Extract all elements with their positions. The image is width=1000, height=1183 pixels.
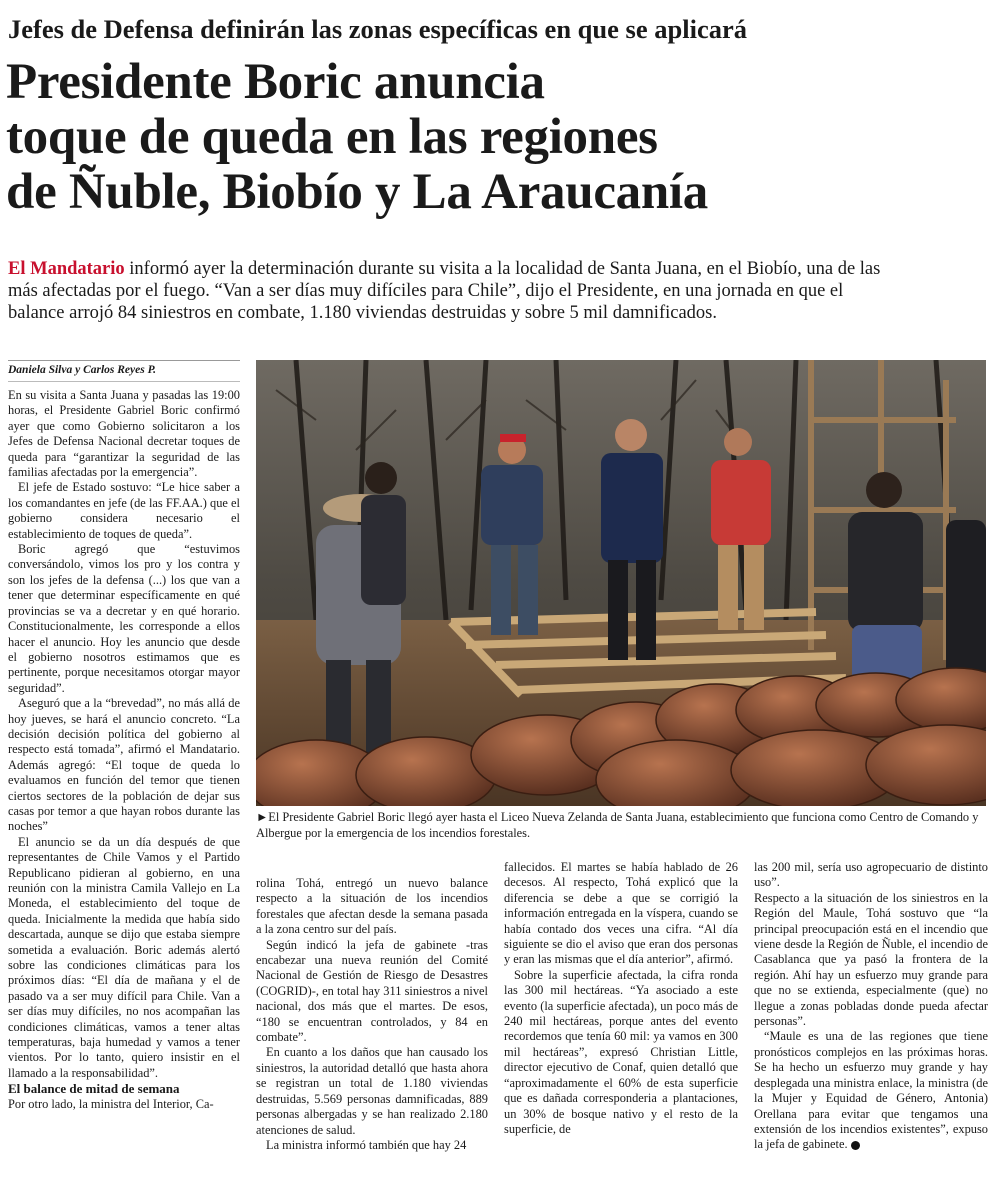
headline-line-2: toque de queda en las regiones: [6, 109, 658, 165]
lede-text: informó ayer la determinación durante su visita a la localidad de Santa Juana, en el Biobío, una de las más afectadas por el fuego. “Van a ser días muy difíciles para Chile”, dijo el Presidente, en una jornada en que el balance arrojó 84 siniestros en combate, 1.180 viviendas destruidas y sobre 5 mil damnificados.: [8, 259, 881, 323]
headline-line-3: de Ñuble, Biobío y La Araucanía: [6, 164, 708, 220]
col1-paragraph: En su visita a Santa Juana y pasadas las 19:00 horas, el Presidente Gabriel Boric confirmó ayer que como Gobierno solicitaron a los Jefes de Defensa Nacional decretar toques de queda para “garantizar la seguridad de las familias afectadas por la emergencia”.: [8, 388, 240, 480]
col1-paragraph: Boric agregó que “estuvimos conversándolo, vimos los pro y los contra y son los jefes de la defensa (...) los que van a tener que determinar específicamente en qué provincias se va a decretar y en qué horario. Constitucionalmente, les corresponde a ellos hacer el anuncio. Hoy les anuncio que desde el gobierno nosotros estimamos que es pertinente, porque necesitamos otorgar mayor seguridad”.: [8, 542, 240, 695]
column-1: [8, 388, 240, 1112]
col1-paragraph: Aseguró que a la “brevedad”, no más allá de hoy jueves, se hará el anuncio concreto. “La decisión decisión política del gobierno al respecto está tomada”, afirmó el Mandatario. Además agregó: “El toque de queda lo evaluamos en función del temor que tienen ciertos sectores de la población de dejar sus casas por temor a que hayan robos durante las noches”: [8, 696, 240, 834]
column-2: [256, 876, 488, 1153]
col2-paragraph: En cuanto a los daños que han causado los siniestros, la autoridad detalló que hasta ahora se registran un total de 1.180 viviendas destruidas, 5.569 personas damnificadas, 889 personas albergadas y se han realizado 2.180 atenciones de salud.: [256, 1045, 488, 1137]
section-subhead: El balance de mitad de semana: [8, 1081, 180, 1097]
col4-paragraph: [754, 1029, 988, 1152]
col2-paragraph: Según indicó la jefa de gabinete -tras encabezar una nueva reunión del Comité Nacional de Gestión de Riesgo de Desastres (COGRID)-, en total hay 311 siniestros a nivel nacional, dos más que el martes. De esos, “180 se encuentran controlados, y 84 en combate”.: [256, 937, 488, 1045]
byline-rule-bottom: [8, 381, 240, 382]
article-photo: [256, 360, 986, 806]
col3-paragraph: fallecidos. El martes se había hablado de 26 decesos. Al respecto, Tohá explicó que la diferencia se debe a que se corrigió la información entregada en la víspera, cuando se había contado dos veces una cifra. “Al día siguiente se dio el aviso que eran dos personas y eran las mismas que el día anterior”, afirmó.: [504, 860, 738, 967]
byline-rule: [8, 360, 240, 361]
column-3: [504, 860, 738, 1137]
lede-lead-in: El Mandatario: [8, 259, 125, 279]
kicker: Jefes de Defensa definirán las zonas específicas en que se aplicará: [8, 14, 747, 44]
headline: [6, 55, 996, 220]
col4-paragraph: las 200 mil, sería uso agropecuario de distinto uso”.: [754, 860, 988, 890]
byline: Daniela Silva y Carlos Reyes P.: [8, 364, 157, 376]
headline-line-1: Presidente Boric anuncia: [6, 54, 545, 110]
col1-paragraph: El anuncio se da un día después de que representantes de Chile Vamos y el Partido Republicano pidieran al gobierno, en una reunión con la ministra Camila Vallejo en La Moneda, el establecimiento del toque de queda. Inicialmente la medida que había sido descartada, aunque se dijo que estaba siempre sometida a evaluación. Boric además alertó sobre las condiciones climáticas para los próximos días: “El día de mañana y el de pasado va a ser muy difícil para Chile. Van a ser días muy difíciles, no nos acompañan las condiciones climáticas, vamos a tener altas temperaturas, baja humedad y vamos a tener vientos. Por lo tanto, quiero insistir en el llamado a la responsabilidad”.: [8, 834, 240, 1080]
lede: [8, 258, 888, 324]
col4-paragraph: Respecto a la situación de los siniestros en la Región del Maule, Tohá sostuvo que “la principal preocupación está en el incendio que viene desde la Región de Ñuble, el incendio de Casablanca que ya pasó la frontera de la región. Ahí hay un esfuerzo muy grande para que no se extienda, especialmente (que) no llegue a zonas pobladas donde pueda afectar personas”.: [754, 890, 988, 1029]
photo-caption: ►El Presidente Gabriel Boric llegó ayer hasta el Liceo Nueva Zelanda de Santa Juana, establecimiento que funciona como Centro de Comando y Albergue por la emergencia de los incendios forestales.: [256, 810, 979, 840]
end-of-article-icon: [851, 1141, 860, 1150]
col2-paragraph: rolina Tohá, entregó un nuevo balance respecto a la situación de los incendios forestales que afectan desde la semana pasada a la zona centro sur del país.: [256, 876, 488, 937]
col1-tail: Por otro lado, la ministra del Interior, Ca-: [8, 1096, 214, 1111]
col4-last-text: “Maule es una de las regiones que tiene pronósticos complejos en las próximas horas. Se ha hecho un esfuerzo muy grande y hay desplegada una ministra enlace, la ministra (de la Mujer y Equidad de Género, Antonia) Orellana para evitar que tengamos una extensión de los incendios existentes”, expuso la jefa de gabinete.: [754, 1029, 988, 1152]
column-4: [754, 860, 988, 1153]
col3-paragraph: Sobre la superficie afectada, la cifra ronda las 300 mil hectáreas. “Ya asociado a este evento (la superficie afectada), un poco más de 240 mil hectáreas, porque antes del evento recordemos que tenía 60 mil: ya vamos en 300 mil hectáreas”, expresó Christian Little, director ejecutivo de Conaf, quien detalló que “aproximadamente el 60% de esta superficie que es dañada corresponderia a plantaciones, un 30% de bosque nativo y el resto de la superficie, de: [504, 967, 738, 1136]
col1-paragraph: El jefe de Estado sostuvo: “Le hice saber a los comandantes en jefe (de las FF.AA.) que el gobierno considera necesario el establecimiento de toques de queda”.: [8, 480, 240, 541]
col2-paragraph: La ministra informó también que hay 24: [266, 1137, 467, 1152]
